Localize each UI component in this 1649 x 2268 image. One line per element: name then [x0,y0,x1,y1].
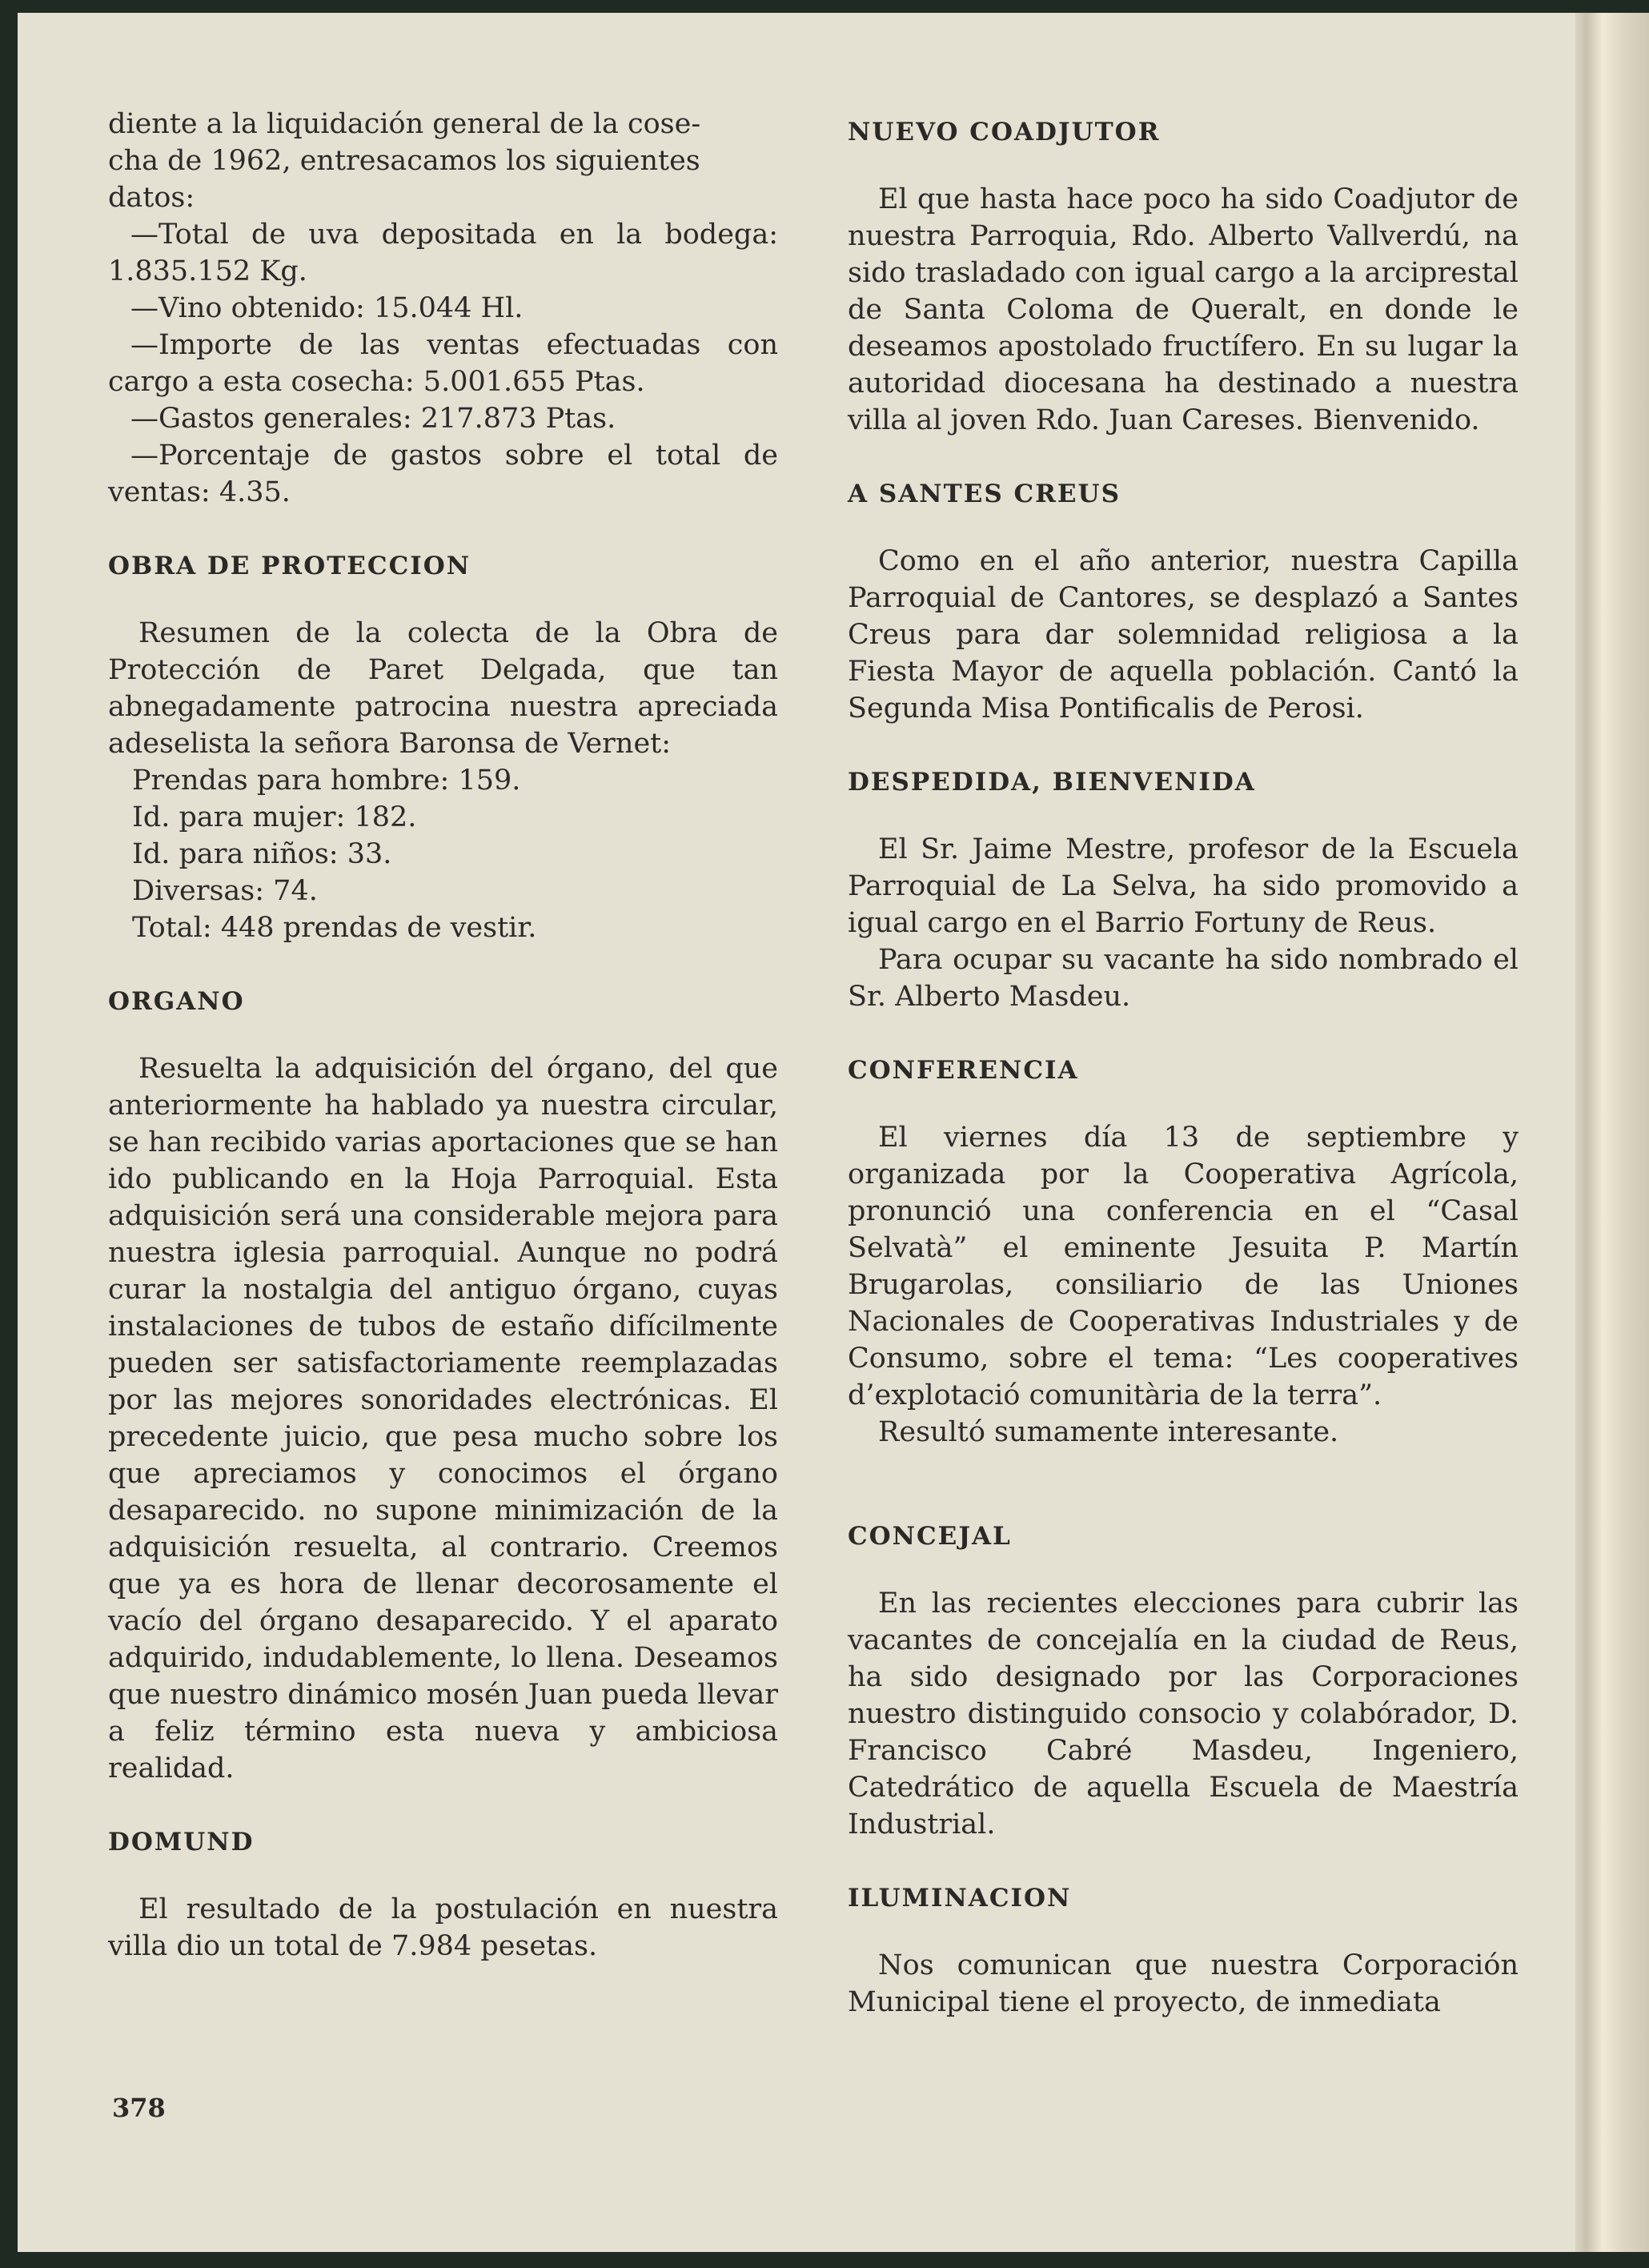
heading-iluminacion: ILUMINACION [848,1884,1072,1913]
santes-creus-paragraph: Como en el año anterior, nuestra Capilla Parroquial de Cantores, se desplazó a Santes Creus para dar solemnidad religiosa a la Fiesta Mayor de aquella población. Cantó la Segunda Misa Pontificalis de Perosi. [848,545,1519,725]
intro-line: cha de 1962, entresacamos los siguientes [108,145,700,177]
heading-domund: DOMUND [108,1828,255,1857]
harvest-item: —Total de uva depositada en la bodega: 1.835.152 Kg. [108,219,778,287]
page [18,13,1593,2252]
conferencia-paragraph: El viernes día 13 de septiembre y organizada por la Cooperativa Agrícola, pronunció una conferencia en el “Casal Selvatà” el eminente Jesuita P. Martín Brugarolas, consiliario de las Uniones Nacionales de Cooperativas Industriales y de Consumo, sobre el tema: “Les cooperatives d’explotació comunitària de la terra”. [848,1122,1519,1411]
heading-organo: ORGANO [108,987,245,1016]
intro-line: diente a la liquidación general de la cose- [108,108,701,140]
despedida-paragraph: El Sr. Jaime Mestre, profesor de la Escuela Parroquial de La Selva, ha sido promovido a igual cargo en el Barrio Fortuny de Reus. [848,833,1519,939]
conferencia-paragraph: Resultó sumamente interesante. [878,1416,1339,1448]
iluminacion-paragraph: Nos comunican que nuestra Corporación Municipal tiene el proyecto, de inmediata [848,1949,1519,2018]
heading-despedida: DESPEDIDA, BIENVENIDA [848,768,1256,797]
heading-conferencia: CONFERENCIA [848,1056,1079,1085]
obra-item: Id. para mujer: 182. [132,801,417,833]
obra-item: Total: 448 prendas de vestir. [132,912,537,944]
right-column [848,114,1519,2021]
heading-obra-proteccion: OBRA DE PROTECCION [108,552,471,580]
book-spine-edge [1575,13,1649,2252]
harvest-item: —Importe de las ventas efectuadas con cargo a esta cosecha: 5.001.655 Ptas. [108,329,778,398]
heading-nuevo-coadjutor: NUEVO COADJUTOR [848,118,1161,147]
obra-item: Diversas: 74. [132,875,318,907]
organo-paragraph: Resuelta la adquisición del órgano, del que anteriormente ha hablado ya nuestra circular, se han recibido varias aportaciones que se han ido publicando en la Hoja Parroquial. Esta adquisición será una considerable mejora para nuestra iglesia parroquial. Aunque no podrá curar la nostalgia del antiguo órgano, cuyas instalaciones de tubos de estaño difícilmente pueden ser satisfactoriamente reemplazadas por las mejores sonoridades electrónicas. El precedente juicio, que pesa mucho sobre los que apreciamos y conocimos el órgano desaparecido. no supone minimización de la adquisición resuelta, al contrario. Creemos que ya es hora de llenar decorosamente el vacío del órgano desaparecido. Y el aparato adquirido, indudablemente, lo llena. Deseamos que nuestro dinámico mosén Juan pueda llevar a feliz término esta nueva y ambiciosa realidad. [108,1053,778,1784]
obra-item: Id. para niños: 33. [132,838,392,870]
obra-item: Prendas para hombre: 159. [132,765,521,797]
concejal-paragraph: En las recientes elecciones para cubrir las vacantes de concejalía en la ciudad de Reus, ha sido designado por las Corporaciones nuestro distinguido consocio y colabórador, D. Francisco Cabré Masdeu, Ingeniero, Catedrático de aquella Escuela de Maestría Industrial. [848,1588,1519,1840]
left-column [108,106,778,1965]
despedida-paragraph: Para ocupar su vacante ha sido nombrado el Sr. Alberto Masdeu. [848,944,1519,1013]
obra-paragraph: Resumen de la colecta de la Obra de Protección de Paret Delgada, que tan abnegadamente patrocina nuestra apreciada adeselista la señora Baronsa de Vernet: [108,617,778,760]
heading-concejal: CONCEJAL [848,1522,1012,1551]
heading-santes-creus: A SANTES CREUS [848,480,1121,508]
intro-line: datos: [108,182,195,214]
harvest-item: —Porcentaje de gastos sobre el total de ventas: 4.35. [108,440,778,508]
coadjutor-paragraph: El que hasta hace poco ha sido Coadjutor de nuestra Parroquia, Rdo. Alberto Vallverdú, na sido trasladado con igual cargo a la arciprestal de Santa Coloma de Queralt, en donde le deseamos apostolado fructífero. En su lugar la autoridad diocesana ha destinado a nuestra villa al joven Rdo. Juan Careses. Bienvenido. [848,183,1519,436]
domund-paragraph: El resultado de la postulación en nuestra villa dio un total de 7.984 pesetas. [108,1893,778,1962]
page-number: 378 [112,2093,166,2123]
harvest-item: —Gastos generales: 217.873 Ptas. [130,403,616,435]
harvest-item: —Vino obtenido: 15.044 Hl. [130,292,524,324]
